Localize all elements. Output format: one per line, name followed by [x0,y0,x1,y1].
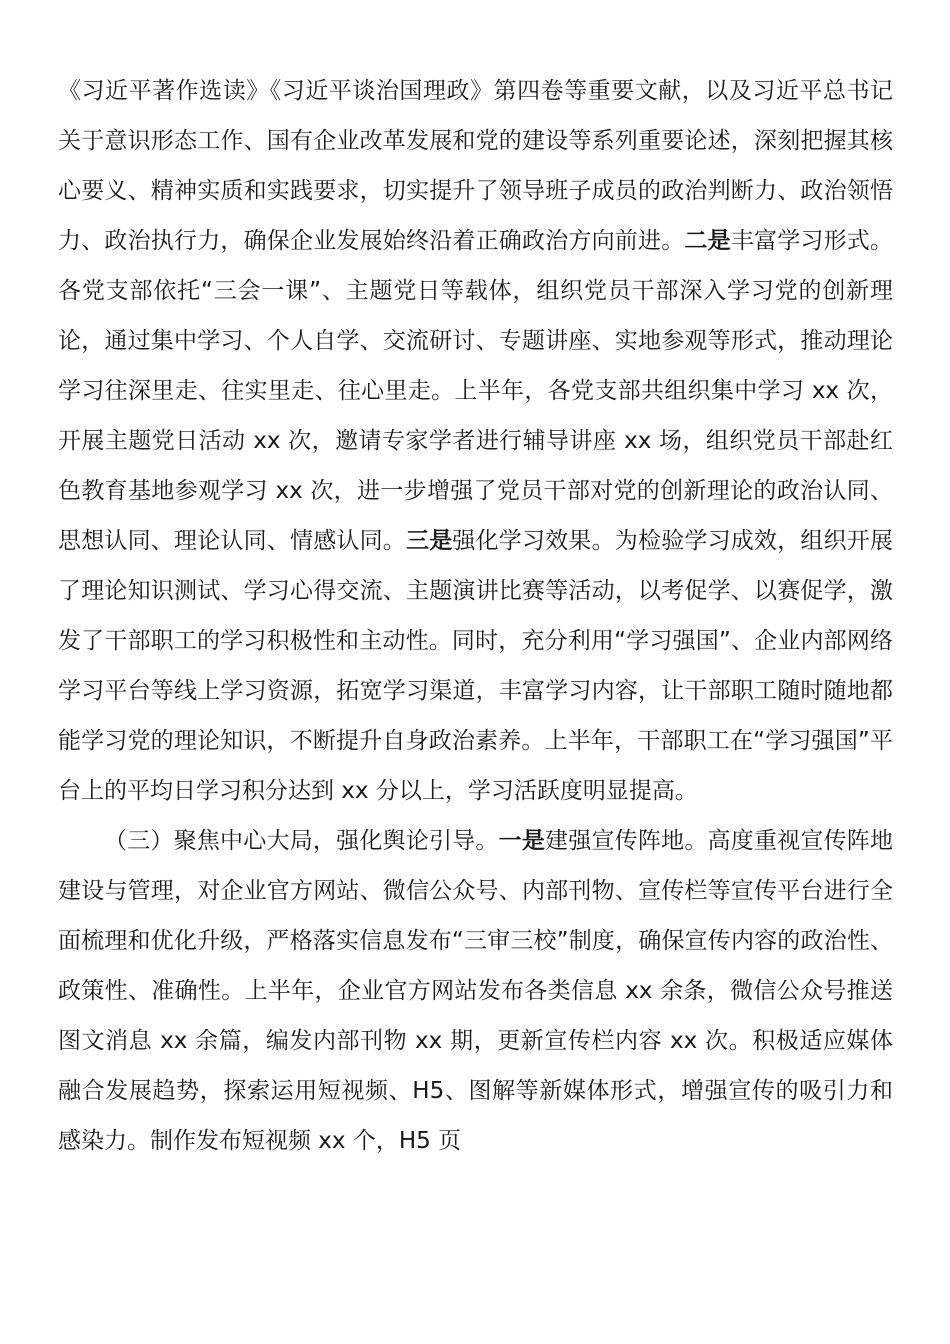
body-text [58,66,893,1166]
paragraph-1-text: 《习近平著作选读》《习近平谈治国理政》第四卷等重要文献，以及习近平总书记关于意识形态工作、国有企业改革发展和党的建设等系列重要论述，深刻把握其核心要义、精神实质和实践要求，切实提升了领导班子成员的政治判断力、政治领悟力、政治执行力，确保企业发展始终沿着正确政治方向前进。 [58,78,893,254]
keyword-er-shi: 二是 [684,228,731,254]
paragraph-2-text: 建强宣传阵地。高度重视宣传阵地建设与管理，对企业官方网站、微信公众号、内部刊物、宣传栏等宣传平台进行全面梳理和优化升级，严格落实信息发布“三审三校”制度，确保宣传内容的政治性、政策性、准确性。上半年，企业官方网站发布各类信息 xx 余条，微信公众号推送图文消息 xx 余篇，编发内部刊物 xx 期，更新宣传栏内容 xx 次。积极适应媒体融合发展趋势，探索运用短视频、H5、图解等新媒体形式，增强宣传的吸引力和感染力。制作发布短视频 xx 个，H5 页 [58,828,894,1154]
paragraph-1-text: 强化学习效果。为检验学习成效，组织开展了理论知识测试、学习心得交流、主题演讲比赛等活动，以考促学、以赛促学，激发了干部职工的学习积极性和主动性。同时，充分利用“学习强国”、企业内部网络学习平台等线上学习资源，拓宽学习渠道，丰富学习内容，让干部职工随时随地都能学习党的理论知识，不断提升自身政治素养。上半年，干部职工在“学习强国”平台上的平均日学习积分达到 xx 分以上，学习活跃度明显提高。 [58,528,894,804]
paragraph-1 [58,66,893,816]
section-heading: （三）聚焦中心大局，强化舆论引导。 [104,828,499,854]
paragraph-2 [58,816,893,1166]
keyword-san-shi: 三是 [406,528,453,554]
paragraph-1-text: 丰富学习形式。各党支部依托“三会一课”、主题党日等载体，组织党员干部深入学习党的创新理论，通过集中学习、个人自学、交流研讨、专题讲座、实地参观等形式，推动理论学习往深里走、往实里走、往心里走。上半年，各党支部共组织集中学习 xx 次，开展主题党日活动 xx 次，邀请专家学者进行辅导讲座 xx 场，组织党员干部赴红色教育基地参观学习 xx 次，进一步增强了党员干部对党的创新理论的政治认同、思想认同、理论认同、情感认同。 [58,228,894,554]
keyword-yi-shi: 一是 [498,828,546,854]
